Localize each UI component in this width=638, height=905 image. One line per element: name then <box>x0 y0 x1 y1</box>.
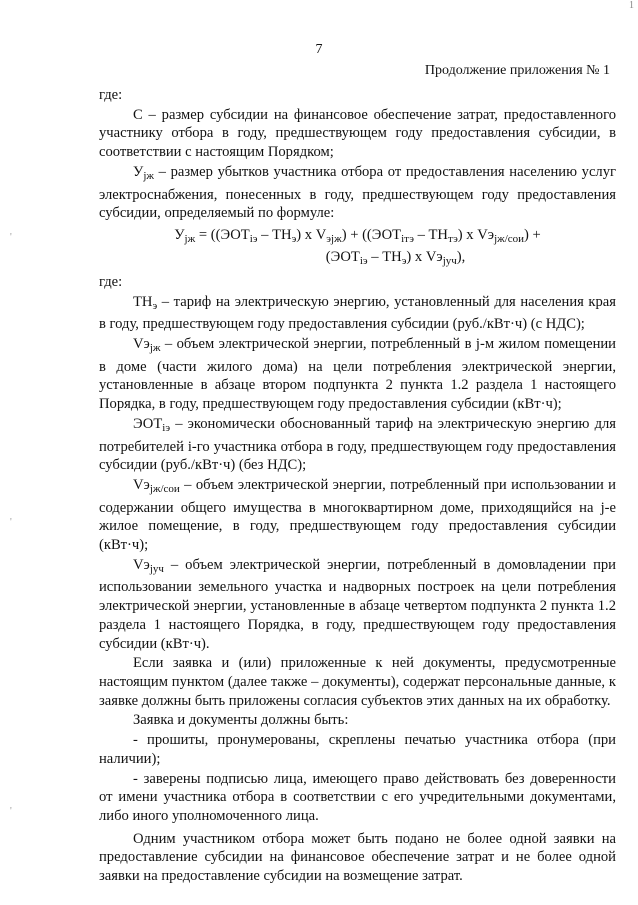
formula-term: = ((ЭОТ <box>195 226 250 243</box>
scan-mark: ' <box>10 806 12 817</box>
symbol-subscript: jж/сои <box>149 482 180 495</box>
formula-line-2 <box>99 248 616 271</box>
formula-term: ) х Vэ <box>457 226 495 243</box>
definition-v-soi <box>99 476 616 555</box>
formula-term: ) х V <box>296 226 327 243</box>
formula-term: ) + <box>524 226 541 243</box>
document-body <box>99 86 616 887</box>
where-label: где: <box>99 273 123 290</box>
paragraph-personal-data: Если заявка и (или) приложенные к ней документы, предусмотренные настоящим пунктом (далее также – документы), содержат персональные данные, к заявке должны быть приложены согласия субъектов этих данных на их обработку. <box>99 655 616 709</box>
paragraph-single-application: Одним участником отбора может быть подано не более одной заявки на предоставление субсидии на финансовое обеспечение затрат и не более одной заявки на предоставление субсидии на возмещение затрат. <box>99 830 616 885</box>
formula-term: У <box>174 226 185 243</box>
symbol-subscript: jуч <box>149 562 164 575</box>
definition-text: – объем электрической энергии, потребленный в j-м жилом помещении в доме (части жилого дома) на цели потребления электрической энергии, установленные в абзаце втором подпункта 2 пункта 1.2 раздела 1 настоящего Порядка, в году, предшествующем году предоставления субсидии (кВт·ч); <box>99 336 616 413</box>
where-label: где: <box>99 87 123 103</box>
definition-u <box>99 163 616 223</box>
formula-term: ) х Vэ <box>406 249 443 266</box>
definition-text: – объем электрической энергии, потребленный в домовладении при использовании земельного участка и надворных построек на цели потребления электрической энергии, установленные в абзаце четвертом подпункта 2 пункта 1.2 раздела 1 настоящего Порядка, в году, предшествующем году предоставления субсидии (кВт·ч). <box>99 556 616 652</box>
formula-subscript: jж/сои <box>494 232 525 245</box>
definition-text: – объем электрической энергии, потребленный при использовании и содержании общего имущества в многоквартирном доме, приходящийся на j-е жилое помещение, в году, предшествующем году предоставления субсидии (кВт·ч); <box>99 476 616 554</box>
definition-v-uch <box>99 556 616 654</box>
formula-subscript: тэ <box>447 232 458 245</box>
formula-subscript: jж <box>184 232 196 245</box>
symbol: Vэ <box>133 556 150 573</box>
scan-mark: ' <box>10 232 12 243</box>
definition-eot <box>99 415 616 475</box>
formula-term: ), <box>456 249 466 266</box>
formula-subscript: эjж <box>326 232 342 245</box>
definition-tn <box>99 293 616 334</box>
definition-v-jzh <box>99 335 616 414</box>
definition-text: – размер субсидии на финансовое обеспечение затрат, предоставленного участнику отбора в году, предшествующем году предоставления субсидии, в соответствии с настоящим Порядком; <box>99 106 616 161</box>
formula-subscript: э <box>401 255 407 268</box>
symbol: ЭОТ <box>133 415 163 432</box>
symbol-subscript: jж <box>149 342 161 355</box>
formula-subscript: iтэ <box>401 232 414 245</box>
symbol: У <box>133 163 144 180</box>
formula-subscript: iэ <box>359 255 368 268</box>
list-item: - прошиты, пронумерованы, скреплены печатью участника отбора (при наличии); <box>99 732 616 767</box>
formula-term: ) + ((ЭОТ <box>341 226 402 243</box>
symbol: Vэ <box>133 476 150 493</box>
definition-text: – размер убытков участника отбора от предоставления населению услуг электроснабжения, понесенных в году, предшествующем году предоставления субсидии, определяемый по формуле: <box>99 163 616 222</box>
formula-term: (ЭОТ <box>325 249 360 266</box>
scan-mark: ' <box>10 517 12 528</box>
paragraph-documents: Заявка и документы должны быть: <box>133 712 349 729</box>
list-item: - заверены подписью лица, имеющего право действовать без доверенности от имени участника отбора в соответствии с его учредительными документами, либо иного уполномоченного лица. <box>99 770 616 824</box>
definition-text: – экономически обоснованный тариф на электрическую энергию для потребителей i-го участника отбора в году, предшествующем году предоставления субсидии (руб./кВт·ч) (без НДС); <box>99 415 616 474</box>
corner-mark: 1 <box>629 0 634 11</box>
symbol-subscript: iэ <box>162 421 171 434</box>
formula <box>99 226 616 271</box>
symbol-subscript: jж <box>143 169 154 182</box>
definition-text: – тариф на электрическую энергию, установленный для населения края в году, предшествующем году предоставления субсидии (руб./кВт·ч) (с НДС); <box>99 293 616 333</box>
symbol: Vэ <box>133 336 150 353</box>
formula-subscript: iэ <box>249 232 258 245</box>
formula-term: – ТН <box>367 249 402 266</box>
formula-term: – ТН <box>413 226 448 243</box>
appendix-continuation: Продолжение приложения № 1 <box>424 63 610 78</box>
definition-c <box>99 106 616 162</box>
symbol-subscript: э <box>152 299 158 312</box>
symbol: ТН <box>133 293 153 310</box>
formula-subscript: jуч <box>442 255 457 268</box>
formula-line-1 <box>99 226 616 249</box>
page-number: 7 <box>315 42 323 57</box>
formula-subscript: э <box>291 232 297 245</box>
symbol: С <box>133 106 143 123</box>
formula-term: – ТН <box>257 226 292 243</box>
